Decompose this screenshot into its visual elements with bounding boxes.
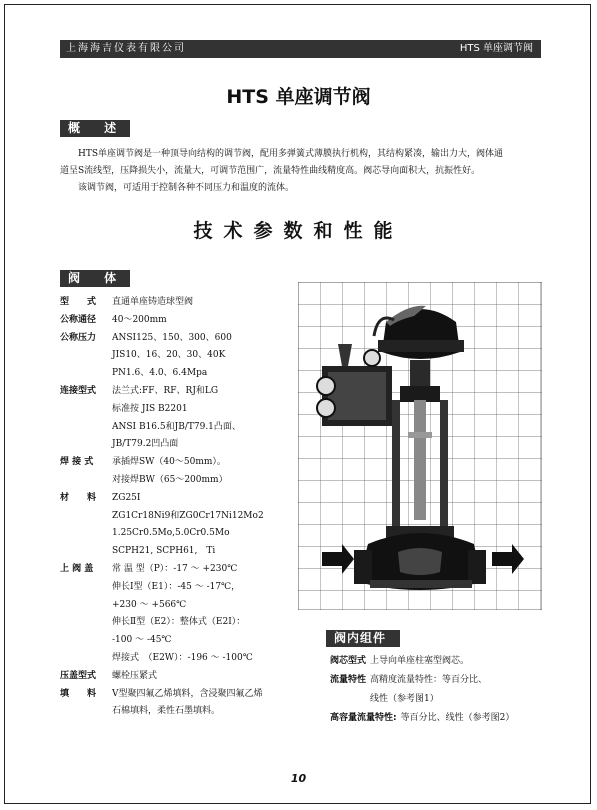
trim-value: 上导向单座柱塞型阀芯。 xyxy=(370,656,470,666)
spec-key xyxy=(60,632,112,650)
spec-value: -100 ～ -45℃ xyxy=(112,635,172,646)
spec-value: 常 温 型（P）：-17 ～ +230℃ xyxy=(112,563,238,574)
trim-value: 等百分比、线性（参考图2） xyxy=(400,713,515,723)
spec-value: +230 ～ +566℃ xyxy=(112,599,187,610)
trim-key: 高容量流量特性: xyxy=(330,713,397,723)
valve-body-spec-list xyxy=(60,294,300,721)
spec-row xyxy=(60,472,300,490)
spec-key xyxy=(60,525,112,543)
valve-product-photo xyxy=(298,282,542,610)
spec-row xyxy=(60,597,300,615)
spec-key: 上 阀 盖 xyxy=(60,563,94,574)
page-title: HTS 单座调节阀 xyxy=(226,86,371,108)
spec-value: ZG1Cr18Ni9和ZG0Cr17Ni12Mo2 xyxy=(112,510,264,521)
spec-row xyxy=(60,686,300,704)
spec-row xyxy=(60,668,300,686)
spec-row xyxy=(60,436,300,454)
spec-row xyxy=(60,543,300,561)
spec-row xyxy=(60,525,300,543)
spec-value: 承插焊SW（40～50mm）。 xyxy=(112,457,226,468)
spec-row xyxy=(60,508,300,526)
spec-key xyxy=(60,614,112,632)
spec-value: 螺栓压紧式 xyxy=(112,670,158,681)
spec-row xyxy=(60,632,300,650)
spec-row xyxy=(60,365,300,383)
spec-key: 材 料 xyxy=(60,492,97,503)
overview-line: HTS单座调节阀是一种顶导向结构的调节阀，配用多弹簧式薄膜执行机构，其结构紧凑，输出力大，阀体通 xyxy=(78,149,504,159)
spec-key: 压盖型式 xyxy=(60,670,97,681)
trim-value: 线性（参考图1） xyxy=(334,694,439,704)
spec-key xyxy=(60,436,112,454)
spec-key xyxy=(60,472,112,490)
spec-value: 直通单座铸造球型阀 xyxy=(112,297,194,307)
spec-value: SCPH21, SCPH61, Ti xyxy=(112,546,216,557)
product-name: HTS 单座调节阀 xyxy=(459,43,533,54)
spec-key: 型 式 xyxy=(60,297,97,307)
page-number: 10 xyxy=(290,772,307,785)
spec-row xyxy=(60,401,300,419)
spec-key: 焊 接 式 xyxy=(60,457,94,468)
spec-value: ANSI B16.5和JB/T79.1凸面、 xyxy=(112,421,241,432)
spec-value: 法兰式:FF、RF、RJ和LG xyxy=(112,385,219,396)
spec-key xyxy=(60,650,112,668)
trim-row xyxy=(330,690,545,709)
spec-value: PN1.6、4.0、6.4Mpa xyxy=(112,368,208,379)
spec-row xyxy=(60,347,300,365)
spec-row xyxy=(60,330,300,348)
spec-key: 公称通径 xyxy=(60,314,97,325)
spec-value: 伸长Ⅰ型（E1）：-45 ～ -17℃， xyxy=(112,581,241,592)
spec-row xyxy=(60,490,300,508)
spec-value: ANSI125、150、300、600 xyxy=(112,332,232,343)
spec-row xyxy=(60,614,300,632)
spec-value: JIS10、16、20、30、40K xyxy=(112,350,226,361)
trim-row xyxy=(330,709,545,728)
page-header xyxy=(60,40,541,58)
overview-heading: 概 述 xyxy=(60,120,130,137)
trim-row xyxy=(330,671,545,690)
spec-row xyxy=(60,650,300,668)
valve-body-heading: 阀 体 xyxy=(60,270,130,287)
spec-value: 对接焊BW（65～200mm） xyxy=(112,474,228,485)
spec-row xyxy=(60,383,300,401)
spec-key xyxy=(60,543,112,561)
spec-value: V型聚四氟乙烯填料，含浸聚四氟乙烯 xyxy=(112,688,263,699)
spec-row xyxy=(60,454,300,472)
spec-key xyxy=(60,579,112,597)
spec-key xyxy=(60,365,112,383)
spec-key xyxy=(60,508,112,526)
tech-params-title: 技术参数和性能 xyxy=(193,220,404,242)
overview-line: 道呈S流线型，压降损失小，流量大，可调节范围广，流量特性曲线精度高。阀芯导向面积大，抗振性好。 xyxy=(60,166,481,176)
spec-key xyxy=(60,401,112,419)
spec-value: 40～200mm xyxy=(112,314,167,325)
spec-row xyxy=(60,703,300,721)
spec-key: 公称压力 xyxy=(60,332,97,343)
valve-trim-spec-list xyxy=(330,652,545,728)
spec-value: JB/T79.2凹凸面 xyxy=(112,439,179,450)
spec-value: 焊接式 （E2W）：-196 ～ -100℃ xyxy=(112,652,253,663)
spec-key xyxy=(60,347,112,365)
company-name: 上海海吉仪表有限公司 xyxy=(66,43,186,54)
trim-key: 阀芯型式 xyxy=(330,656,367,666)
trim-row xyxy=(330,652,545,671)
overview-line: 该调节阀，可适用于控制各种不同压力和温度的流体。 xyxy=(78,183,295,193)
spec-row xyxy=(60,561,300,579)
valve-trim-heading: 阀内组件 xyxy=(326,630,400,647)
spec-value: 石棉填料，柔性石墨填料。 xyxy=(112,706,221,717)
overview-text xyxy=(60,146,542,197)
spec-value: 1.25Cr0.5Mo,5.0Cr0.5Mo xyxy=(112,528,230,539)
spec-value: 伸长Ⅱ型（E2）：整体式（E2I）： xyxy=(112,617,246,628)
trim-value: 高精度流量特性：等百分比、 xyxy=(370,675,488,685)
spec-key xyxy=(60,597,112,615)
spec-row xyxy=(60,312,300,330)
spec-row xyxy=(60,294,300,312)
spec-key xyxy=(60,419,112,437)
spec-key: 连接型式 xyxy=(60,385,97,396)
spec-key xyxy=(60,703,112,721)
spec-value: ZG25I xyxy=(112,492,141,503)
spec-row xyxy=(60,419,300,437)
spec-row xyxy=(60,579,300,597)
spec-key: 填 料 xyxy=(60,688,97,699)
trim-key: 流量特性 xyxy=(330,675,367,685)
spec-value: 标准按 JIS B2201 xyxy=(112,403,188,414)
